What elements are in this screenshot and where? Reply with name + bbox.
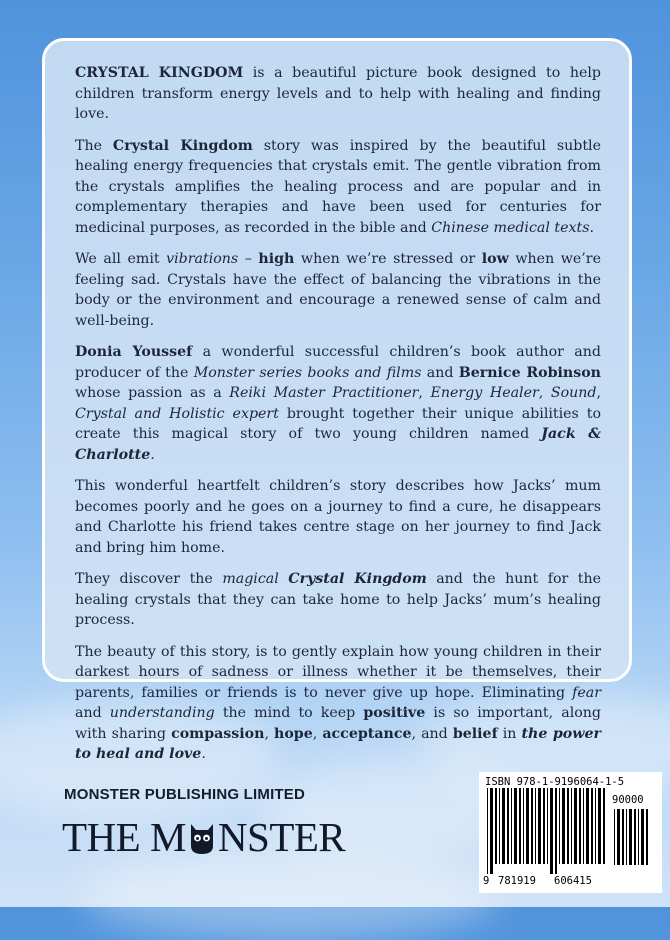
text-run: the mind to keep bbox=[214, 705, 364, 721]
barcode-bar bbox=[614, 809, 615, 865]
text-run: story was inspired by the beautiful subtle healing energy frequencies that crystals emit. The gentle vibration from the crystals amplifies the healing process and are popular and in complementary therapies and have been used for centuries for medicinal purposes, as recorded in the bible and bbox=[75, 137, 601, 236]
barcode-bar bbox=[538, 788, 541, 864]
barcode-box bbox=[479, 772, 662, 893]
text-run: magical bbox=[222, 571, 279, 587]
text-run: , and bbox=[411, 725, 453, 742]
barcode-bar bbox=[641, 809, 644, 865]
barcode-bar bbox=[490, 788, 493, 874]
barcode-bar bbox=[526, 788, 529, 864]
text-run: fear bbox=[572, 684, 601, 701]
paragraph-authors bbox=[75, 342, 601, 465]
text-run: Energy Healer bbox=[430, 385, 539, 401]
barcode-bar bbox=[547, 788, 548, 864]
text-run: – bbox=[238, 251, 259, 267]
text-run: . bbox=[589, 219, 595, 236]
text-run: positive bbox=[363, 705, 426, 721]
text-run: We all emit bbox=[75, 251, 167, 267]
text-run: Reiki Master Practitioner bbox=[229, 385, 419, 401]
barcode-left-digits: 781919 bbox=[498, 875, 536, 887]
barcode-bar bbox=[574, 788, 577, 864]
text-run: They discover the bbox=[75, 571, 223, 587]
monster-face-icon bbox=[187, 818, 217, 856]
text-run: hope bbox=[274, 725, 313, 742]
text-run: high bbox=[258, 251, 295, 267]
text-run: Jack & Charlotte bbox=[75, 426, 602, 463]
text-run: understanding bbox=[109, 705, 215, 721]
text-run: This wonderful heartfelt children’s story describes how Jacks’ mum becomes poorly and he goes on a journey to find a cure, he disappears and Charlotte his friend takes centre stage on her journey to find Jack and bring him home. bbox=[75, 478, 601, 556]
barcode-bar bbox=[562, 788, 565, 864]
blurb-panel bbox=[42, 38, 632, 762]
monster-logo bbox=[62, 812, 345, 862]
barcode-bar bbox=[603, 788, 605, 864]
barcode-bar bbox=[511, 788, 512, 864]
text-run: and bbox=[421, 364, 459, 381]
text-run: Chinese medical texts bbox=[431, 219, 590, 236]
paragraph-intro bbox=[75, 63, 601, 125]
paragraph-message bbox=[75, 642, 601, 765]
text-run: , bbox=[596, 385, 601, 401]
barcode-bar bbox=[567, 788, 569, 864]
barcode-bar bbox=[626, 809, 627, 865]
logo-text-left: THE M bbox=[62, 814, 186, 860]
paragraph-discovery bbox=[75, 569, 601, 631]
barcode-bar bbox=[559, 788, 560, 864]
text-run: brought together their unique abilities to create this magical story of two young children named bbox=[75, 405, 601, 442]
addon-barcode bbox=[612, 809, 652, 875]
barcode-bar bbox=[514, 788, 517, 864]
text-run: , bbox=[538, 385, 551, 401]
isbn-text: ISBN 978-1-9196064-1-5 bbox=[485, 776, 625, 788]
barcode-bar bbox=[487, 788, 488, 874]
text-run: Bernice Robinson bbox=[458, 364, 601, 381]
barcode-bar bbox=[586, 788, 589, 864]
barcode-bar bbox=[543, 788, 545, 864]
barcode-bar bbox=[499, 788, 500, 864]
text-run: . bbox=[201, 746, 206, 762]
barcode-bar bbox=[638, 809, 639, 865]
barcode-bar bbox=[579, 788, 581, 864]
barcode-bar bbox=[598, 788, 601, 864]
cloud-shape bbox=[80, 850, 500, 940]
text-run: is so important, along with sharing bbox=[75, 705, 601, 742]
publisher-name: MONSTER PUBLISHING LIMITED bbox=[64, 786, 306, 803]
barcode-bar bbox=[550, 788, 553, 874]
paragraph-inspiration bbox=[75, 136, 601, 239]
barcode-bar bbox=[571, 788, 572, 864]
text-run: , bbox=[264, 725, 275, 742]
barcode-bar bbox=[502, 788, 505, 864]
text-run: a wonderful successful children’s book author and producer of the bbox=[75, 344, 601, 381]
barcode-bar bbox=[646, 809, 648, 865]
text-run: whose passion as a bbox=[75, 385, 230, 401]
text-run: Monster series books and films bbox=[193, 364, 422, 381]
barcode-bar bbox=[595, 788, 596, 864]
text-run: Sound bbox=[550, 385, 597, 401]
text-run: acceptance bbox=[322, 725, 412, 742]
text-run: The bbox=[75, 137, 113, 154]
barcode-bar bbox=[495, 788, 497, 864]
text-run: vibrations bbox=[166, 251, 239, 267]
barcode-bar bbox=[523, 788, 524, 864]
barcode-first-digit: 9 bbox=[483, 875, 490, 887]
text-run: . bbox=[150, 446, 155, 463]
text-run: , bbox=[418, 385, 431, 401]
text-run: Crystal Kingdom bbox=[112, 137, 253, 154]
barcode-bar bbox=[531, 788, 533, 864]
text-run: Crystal and Holistic expert bbox=[75, 405, 279, 422]
barcode-addon-digits: 90000 bbox=[612, 794, 644, 806]
ean-barcode bbox=[485, 788, 607, 874]
text-run: in bbox=[497, 725, 522, 742]
text-run: the power to heal and love bbox=[75, 725, 601, 762]
barcode-bar bbox=[583, 788, 584, 864]
barcode-bar bbox=[634, 809, 636, 865]
paragraph-story bbox=[75, 476, 601, 558]
text-run: compassion bbox=[171, 725, 265, 742]
text-run: when we’re stressed or bbox=[294, 251, 482, 267]
barcode-bar bbox=[535, 788, 536, 864]
text-run: low bbox=[481, 251, 509, 267]
text-run: , bbox=[312, 725, 323, 742]
text-run: and bbox=[75, 705, 110, 721]
text-run: is a beautiful picture book designed to help children transform energy levels and to help with healing and finding love. bbox=[75, 65, 601, 122]
barcode-bar bbox=[519, 788, 521, 864]
text-run: and the hunt for the healing crystals that they can take home to help Jacks’ mum’s healing process. bbox=[75, 571, 601, 628]
text-run: belief bbox=[452, 725, 498, 742]
text-run: CRYSTAL KINGDOM bbox=[75, 65, 244, 81]
text-run: The beauty of this story, is to gently explain how young children in their darkest hours of sadness or illness whether it be themselves, their parents, families or friends is to never give up hope. Eliminating bbox=[75, 643, 601, 701]
text-run: Donia Youssef bbox=[75, 344, 193, 360]
barcode-bar bbox=[555, 788, 557, 874]
text-run: when we’re feeling sad. Crystals have the effect of balancing the vibrations in the body or the environment and encourage a renewed sense of calm and well-being. bbox=[75, 251, 601, 329]
barcode-bar bbox=[507, 788, 509, 864]
barcode-bar bbox=[629, 809, 632, 865]
text-run bbox=[279, 571, 289, 587]
logo-text-right: NSTER bbox=[217, 814, 346, 860]
barcode-bar bbox=[591, 788, 593, 864]
text-run: Crystal Kingdom bbox=[288, 571, 427, 587]
barcode-bar bbox=[617, 809, 620, 865]
barcode-bar bbox=[622, 809, 624, 865]
barcode-right-digits: 606415 bbox=[554, 875, 592, 887]
paragraph-vibrations bbox=[75, 249, 601, 331]
